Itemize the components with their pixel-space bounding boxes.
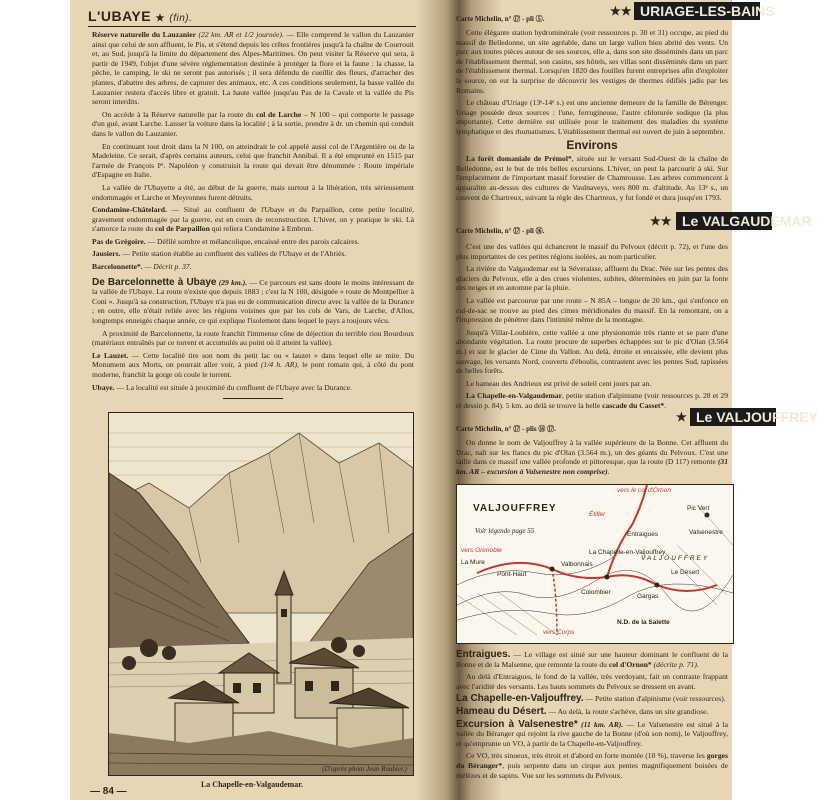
- map-label: La Mure: [461, 559, 485, 566]
- right-page: [450, 0, 818, 800]
- entry-name: Réserve naturelle du Lauzanier: [92, 30, 196, 39]
- right-text-valgaudemar: [456, 242, 728, 414]
- text-run: — Au delà, la route s'achève, dans un site grandiose.: [546, 706, 709, 716]
- photo-credit: (D'après photo Jean Roubier.): [322, 765, 407, 773]
- entry-name: Condamine-Châtelard.: [92, 205, 167, 215]
- map-label: Gargas: [637, 593, 659, 600]
- rating-stars: ★★: [610, 4, 632, 18]
- paragraph: A proximité de Barcelonnette, la route franchit l'immense cône de déjection du terrible riou Bourdoux (matériaux entraînés par ce torrent et accumulés au point où il atteint la vallée).: [92, 328, 414, 348]
- entry-name: Le Lauzet.: [92, 350, 129, 360]
- text-run: , située sur le versant Sud-Ouest de la chaîne de Belledonne, est le but de très belles excursions. L'hiver, on peut la parcourir à ski. Sur l'emplacement de l'important massif forestier de Chamrousse. Les arbres commencent à apparaître au-dessus des cultures de Vaulnaveys, vers 800 m. d'altitude. Au 13ᵉ s., un couvent de Chartreux, suivant la règle des Chartreux, y fut fondé et dura jusqu'en 1793.: [456, 154, 728, 202]
- illustration-caption: La Chapelle-en-Valgaudemar.: [200, 780, 304, 789]
- paragraph: Cette élégante station hydrominérale (voir ressources p. 30 et 31) occupe, au pied du massif de Belledonne, un site agréable, dans un large vallon bien abrité des vents. Un parc aux toutes pièces autour de ses sources, elle a, dans son site disséminés dans un parc de l'établissement thermal, son casino, ses hôtels, ses villas sont disséminés dans un parc de l'établissement thermal. Lorsqu'en 1820 des fouilles furent entreprises afin d'exploiter la source, on eut la surprise de découvrir les vestiges de thermes édifiés jadis par les Romains.: [456, 28, 728, 95]
- entry-barcelonnette: [92, 262, 414, 272]
- road-name: col de Larche: [256, 109, 302, 119]
- entry-name: gorges du Béranger*: [456, 751, 728, 770]
- section-distance: (29 km.).: [218, 277, 248, 287]
- entry-name: cascade du Casset*: [602, 400, 665, 410]
- map-reference: Carte Michelin, n° ⑰ - pli ⑯.: [456, 227, 545, 235]
- paragraph: En continuant tout droit dans la N 100, on atteindrait le col appelé aussi col de l'Argentière ou de la Madeleine. Ce serait, d'après certains auteurs, celui que franchit Annibal. Il a été emprunté en 1515 par l'armée de François Iᵉʳ. Napoléon y construisit la route qui devait être dénommée : Route impériale d'Espagne en Italie.: [92, 141, 414, 180]
- running-head: [88, 8, 192, 24]
- paragraph: [456, 391, 728, 410]
- paragraph: Le hameau des Andrieux est privé de soleil cent jours par an.: [466, 378, 652, 388]
- illustration-chapelle: [108, 412, 414, 776]
- text-run: On accède à la Réserve naturelle par la route du: [102, 109, 257, 119]
- map-title: VALJOUFFREY: [473, 503, 557, 514]
- map-label: VALJOUFFREY: [641, 555, 710, 562]
- entry-name: La Chapelle-en-Valjouffrey.: [456, 693, 584, 705]
- entry-name: Ubaye.: [92, 382, 115, 392]
- valjouffrey-map: [456, 484, 734, 644]
- map-label: vers Grenoble: [461, 547, 502, 554]
- map-reference: Carte Michelin, n° ⑰ - pli ⑤.: [456, 15, 545, 23]
- rating-stars: ★★: [650, 214, 672, 228]
- text-run: — Cette localité tire son nom du petit lac ou « lauzet » dans lequel elle se mire. Du Monument aux Morts, on pourrait aller voir, à pied: [92, 350, 414, 370]
- text-run: , petite station d'alpinisme (voir ressources p. 28 et 29 et dessin p. 84). 5 km. au delà se trouve la belle: [456, 391, 729, 410]
- road-name: col d'Ornon*: [608, 659, 652, 669]
- text-run: — La localité est située à proximité du confluent de l'Ubaye avec la Durance.: [114, 382, 352, 392]
- text-run: (11 km. AR).: [581, 719, 624, 729]
- text-run: , le pont romain qui, à côté du pont moderne, franchit la gorge où coule le torrent.: [92, 360, 414, 379]
- paragraph: [456, 154, 728, 202]
- map-label: Étiller: [589, 511, 606, 518]
- paragraph: Jusqu'à Villar-Loubière, cette vallée a une physionomie très riante et se pare d'une abondante végétation. La route procure de superbes échappées sur le pic d'Olan (3.564 m.) et sur le glacier de Cime du Vallon. Au delà, étroite et encaissée, elle devient plus sauvage, les versants Nord, couverts d'éboulis, contrastent avec les pentes Sud, tapissées de belles forêts.: [456, 327, 728, 376]
- text-run: On donne le nom de Valjouffrey à la vallée supérieure de la Bonne. Cet affluent du Drac, naît sur les flancs du pic d'Olan (3.564 m.), un des géants du Pelvoux. C'est une taille dans ce massif une vallée profonde et pittoresque, que la route (D 117) remonte: [456, 438, 728, 467]
- section-heading: De Barcelonnette à Ubaye: [92, 276, 217, 288]
- map-label: La Chapelle-en-Valjouffrey: [589, 549, 666, 556]
- entry-chapelle: [456, 694, 728, 704]
- entry-ubaye: [92, 383, 414, 393]
- map-label: Valsenestre: [689, 529, 723, 536]
- entry-name: Hameau du Désert.: [456, 705, 547, 717]
- right-text-valjouffrey-2: [456, 650, 728, 783]
- page-number: — 84 —: [90, 786, 127, 797]
- paragraph: La vallée de l'Ubayette a été, au début de la guerre, mais surtout à la libération, très sérieusement endommagée et Larche et Meyronnes furent détruits.: [92, 182, 414, 202]
- map-label: vers Corps: [543, 629, 575, 636]
- entry-name: Pas de Grégoire.: [92, 236, 146, 246]
- map-label: Colombier: [581, 589, 611, 596]
- text-run: (décrite p. 71).: [651, 659, 699, 669]
- text-run: (1/4 h. AR): [260, 360, 297, 370]
- text-run: .: [607, 466, 610, 476]
- entry-name: Barcelonnette*.: [92, 262, 143, 272]
- road-name: col de Parpaillon: [154, 224, 210, 234]
- text-run: — Petite station établie au confluent des vallées de l'Ubaye et de l'Abriès.: [120, 249, 347, 259]
- paragraph: [456, 751, 728, 780]
- map-label: Pic Vert: [687, 505, 710, 512]
- map-label: Entraigues: [627, 531, 659, 538]
- chapter-title: L'UBAYE: [88, 8, 152, 24]
- entry-name: Entraigues.: [456, 649, 511, 660]
- entry-jausiers: [92, 249, 414, 259]
- section-banner-valgaudemar: Le VALGAUDEMAR: [676, 212, 772, 230]
- text-run: — Situé au confluent de l'Ubaye et du Parpaillon, cette petite localité, gravement endommagée par la guerre, est en cours de reconstruction. L'hiver, on y pratique le ski. Là s'amorce la route du: [92, 205, 414, 234]
- entry-text: — Elle comprend le vallon du Lauzanier ainsi que celui de son affluent, le Pis, et s'étend depuis les crêtes frontières jusqu'à la chaîne de Courrouit et, au Sud, jusqu'à la limite du département des Alpes-Maritimes. On peut visiter la Réserve qui sera, à partir de 1949, l'objet d'une sévère réglementation destinée à protéger la flore et la faune : la chasse, la pêche, le camping, le ski ne seront pas autorisés ; il sera défendu de cueillir des fleurs, d'arracher des plantes, d'abattre des arbres, de capturer des animaux, etc. A ces conditions seulement, la basse vallée du Lauzanier restera d'accès libre et gratuit. La haute vallée jusqu'au Pas de la Cavale et la vallée du Pis seront interdits.: [92, 30, 414, 107]
- section-banner-uriage: URIAGE-LES-BAINS: [634, 2, 760, 20]
- paragraph-reserve: [92, 30, 414, 107]
- paragraph: [456, 438, 728, 476]
- section-route: [92, 278, 414, 326]
- text-run: — Le Valsenestre est situé à la vallée du Béranger qui rejoint la rive gauche de la Bonne (d'où son nom), le Valjouffrey, et qu'emprunte un VO, à partir de la Chapelle-en-Valjouffrey.: [456, 719, 728, 748]
- map-legend-note: Voir légende page 55: [475, 527, 535, 535]
- right-text-uriage: [456, 28, 728, 205]
- text-run: – N 100 – qui comporte le passage d'un gué, avant Larche. Laisser la voiture dans la localité ; à la sortie, prendre à dr. un chemin qui conduit dans le vallon du Lauzanier.: [92, 109, 414, 138]
- paragraph: [92, 110, 414, 139]
- rating-stars: ★: [676, 410, 687, 424]
- text-run: — Décrit p. 37.: [142, 262, 192, 272]
- left-text-column: [92, 30, 414, 405]
- entry-lauzet: [92, 351, 414, 380]
- text-run: qui reliera Condamine à Embrun.: [209, 224, 314, 234]
- environs-heading: Environs: [566, 137, 618, 152]
- map-label: Pont-Haut: [497, 571, 527, 578]
- entry-name: La Chapelle-en-Valgaudemar: [466, 391, 562, 401]
- book-spread: [70, 0, 818, 800]
- entry-name: Excursion à Valsenestre*: [456, 718, 578, 730]
- map-label: Le Désert: [671, 569, 700, 576]
- entry-condamine: [92, 205, 414, 234]
- paragraph: Au delà d'Entraigues, le fond de la vallée, très verdoyant, fait un contraste frappant avec l'aridité des versants. Les hauts sommets du Pelvoux se dressent en avant.: [456, 672, 728, 691]
- paragraph: Le château d'Uriage (13ᵉ-14ᵉ s.) est une ancienne demeure de la famille de Bérenger. Uriage possède deux sources : l'une, ferrugineuse, l'autre chlorurée sodique (la plus importante). Cette dernière est utilisée pour le traitement des maladies du système lymphatique et des rhumatismes. L'établissement thermal est ouvert de juin à septembre.: [456, 98, 728, 136]
- text-run: (31 km. AR – excursion à Valsenestre non comprise): [456, 457, 728, 476]
- text-run: — Petite station d'alpinisme (voir ressources).: [583, 694, 726, 704]
- paragraph: C'est une des vallées qui échancrent le massif du Pelvoux (décrit p. 72), et l'une des plus importantes de ces petites régions isolées, au nom particulier.: [456, 242, 728, 261]
- map-reference: Carte Michelin, n° ⑰ - plis ⑯ ⑰.: [456, 425, 556, 433]
- section-divider: [223, 398, 283, 399]
- text-run: Ce VO, très sinueux, très étroit et d'abord en forte montée (10 %), traverse les: [466, 751, 707, 761]
- entry-name: Jausiers.: [92, 249, 121, 259]
- text-run: — Ce parcours est sans doute le moins intéressant de la vallée de l'Ubaye. La route n'existe que depuis 1883 ; c'est la N 100, désignée « route de Montpellier à Coni ». Jusqu'à sa construction, l'Ubaye n'a pas eu de communication directe avec la vallée de la Durance ; en outre, elle n'était reliée avec les régions voisines que par les cols de Vars, de Larche, d'Allos, longtemps enneigés chaque année, ce qui explique l'isolement dans lequel le pays a toujours vécu.: [92, 277, 414, 326]
- text-run: — Défilé sombre et mélancolique, encaissé entre des parois calcaires.: [145, 236, 360, 246]
- entry-name: La forêt domaniale de Prémol*: [466, 154, 572, 164]
- entry-gregoire: [92, 237, 414, 247]
- entry-entraigues: [456, 650, 728, 669]
- paragraph: La rivière du Valgaudemar est la Séveraisse, affluent du Drac. Née sur les pentes des glaciers du Pelvoux, elle a des crues violentes, subites, déterminées en juin par la fonte des neiges et en automne par la pluie.: [456, 264, 728, 293]
- right-text-valjouffrey: [456, 438, 728, 479]
- paragraph: La vallée est parcourue par une route – N 85A – longue de 20 km., qui s'enfonce en cul-de-sac se trouve au pied des cimes méridionales du massif. En la remontant, on a l'impression de pénétrer dans l'intimité même de la montagne.: [456, 295, 728, 325]
- entry-desert: [456, 707, 728, 717]
- entry-excursion: [456, 720, 728, 749]
- engraving-image: [109, 413, 413, 775]
- map-label: vers le col d'Ornon: [617, 487, 671, 494]
- chapter-suffix: (fin).: [169, 13, 193, 24]
- section-banner-valjouffrey: Le VALJOUFFREY: [690, 408, 776, 426]
- left-page: [78, 0, 426, 800]
- map-label: N.D. de la Salette: [617, 619, 670, 626]
- map-label: Valbonnais: [561, 561, 593, 568]
- text-run: — Le village est situé sur une hauteur dominant le confluent de la Bonne et de la Malsenne, que remonte la route du: [456, 650, 728, 669]
- entry-distance: (22 km. AR et 1/2 journée).: [198, 30, 284, 39]
- text-run: .: [664, 400, 667, 410]
- text-run: , puis serpente dans un cirque aux pentes magnifiquement boisées de mélèzes et de sapins. Vue sur les sommets du Pelvoux.: [456, 760, 729, 780]
- header-rule: [88, 26, 420, 27]
- star-icon: ★: [155, 13, 165, 24]
